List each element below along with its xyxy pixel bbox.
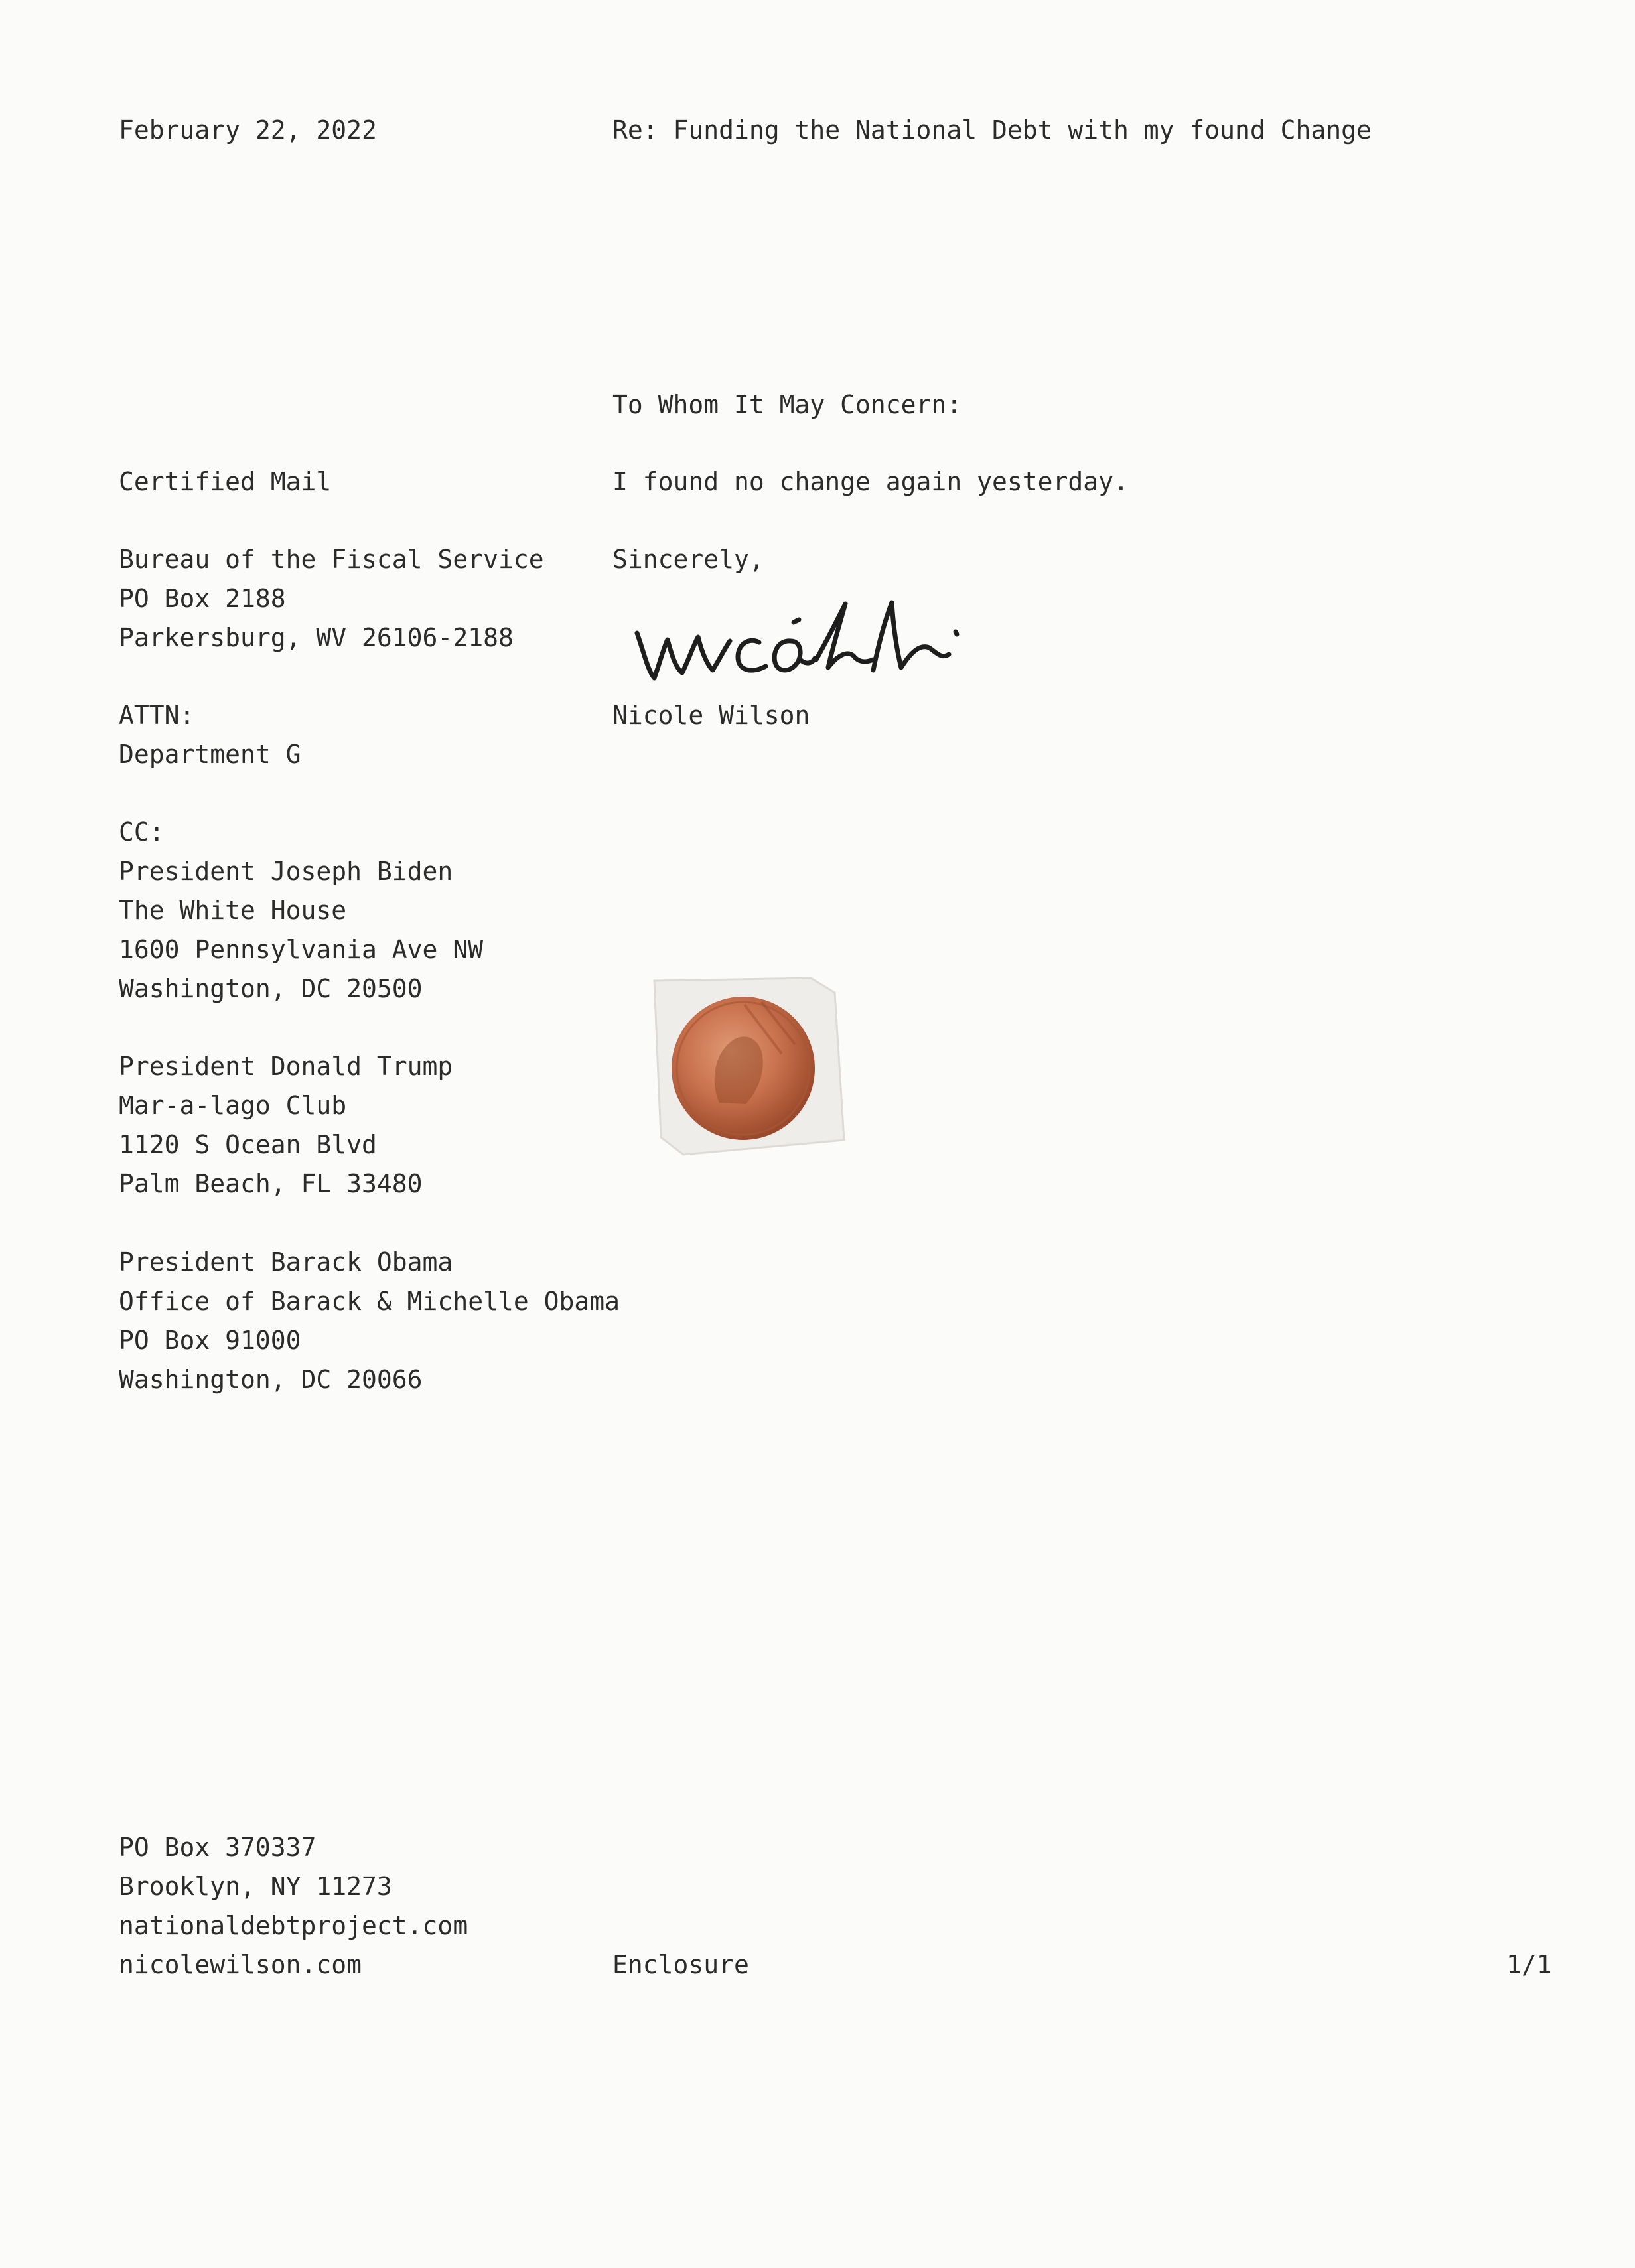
cc-line: President Donald Trump: [119, 1052, 453, 1081]
cc-line: President Barack Obama: [119, 1247, 453, 1277]
cc-line: 1120 S Ocean Blvd: [119, 1130, 377, 1159]
cc-block-biden: [119, 813, 483, 1009]
cc-line: Palm Beach, FL 33480: [119, 1169, 423, 1198]
cc-line: Washington, DC 20500: [119, 974, 423, 1003]
cc-line: Office of Barack & Michelle Obama: [119, 1287, 620, 1316]
cc-line: President Joseph Biden: [119, 857, 453, 886]
address-line: Bureau of the Fiscal Service: [119, 545, 544, 574]
address-line: Parkersburg, WV 26106-2188: [119, 623, 514, 652]
footer-website: nationaldebtproject.com: [119, 1911, 468, 1940]
handwritten-signature: [629, 596, 974, 692]
salutation: To Whom It May Concern:: [612, 390, 962, 419]
footer-website: nicolewilson.com: [119, 1950, 362, 1979]
attention-block: [119, 696, 301, 774]
delivery-method: Certified Mail: [119, 467, 332, 496]
cc-block-obama: [119, 1243, 620, 1399]
sender-name: Nicole Wilson: [612, 701, 810, 730]
letter-subject: Re: Funding the National Debt with my found Change: [612, 115, 1372, 145]
sender-footer-address: [119, 1828, 468, 1985]
closing: Sincerely,: [612, 545, 764, 574]
cc-line: PO Box 91000: [119, 1326, 301, 1355]
footer-line: PO Box 370337: [119, 1833, 317, 1862]
address-line: PO Box 2188: [119, 584, 286, 613]
cc-line: The White House: [119, 896, 347, 925]
cc-line: Mar-a-lago Club: [119, 1091, 347, 1120]
cc-line: 1600 Pennsylvania Ave NW: [119, 935, 484, 964]
attention-department: Department G: [119, 740, 301, 769]
attention-label: ATTN:: [119, 701, 195, 730]
page-number: 1/1: [1506, 1950, 1552, 1979]
letter-body: I found no change again yesterday.: [612, 467, 1129, 496]
recipient-address: [119, 540, 544, 658]
cc-block-trump: [119, 1047, 453, 1204]
letter-date: February 22, 2022: [119, 115, 377, 145]
penny-enclosure-image: [645, 975, 856, 1163]
footer-line: Brooklyn, NY 11273: [119, 1872, 392, 1901]
cc-label: CC:: [119, 817, 165, 847]
cc-line: Washington, DC 20066: [119, 1365, 423, 1394]
enclosure-label: Enclosure: [612, 1950, 749, 1979]
